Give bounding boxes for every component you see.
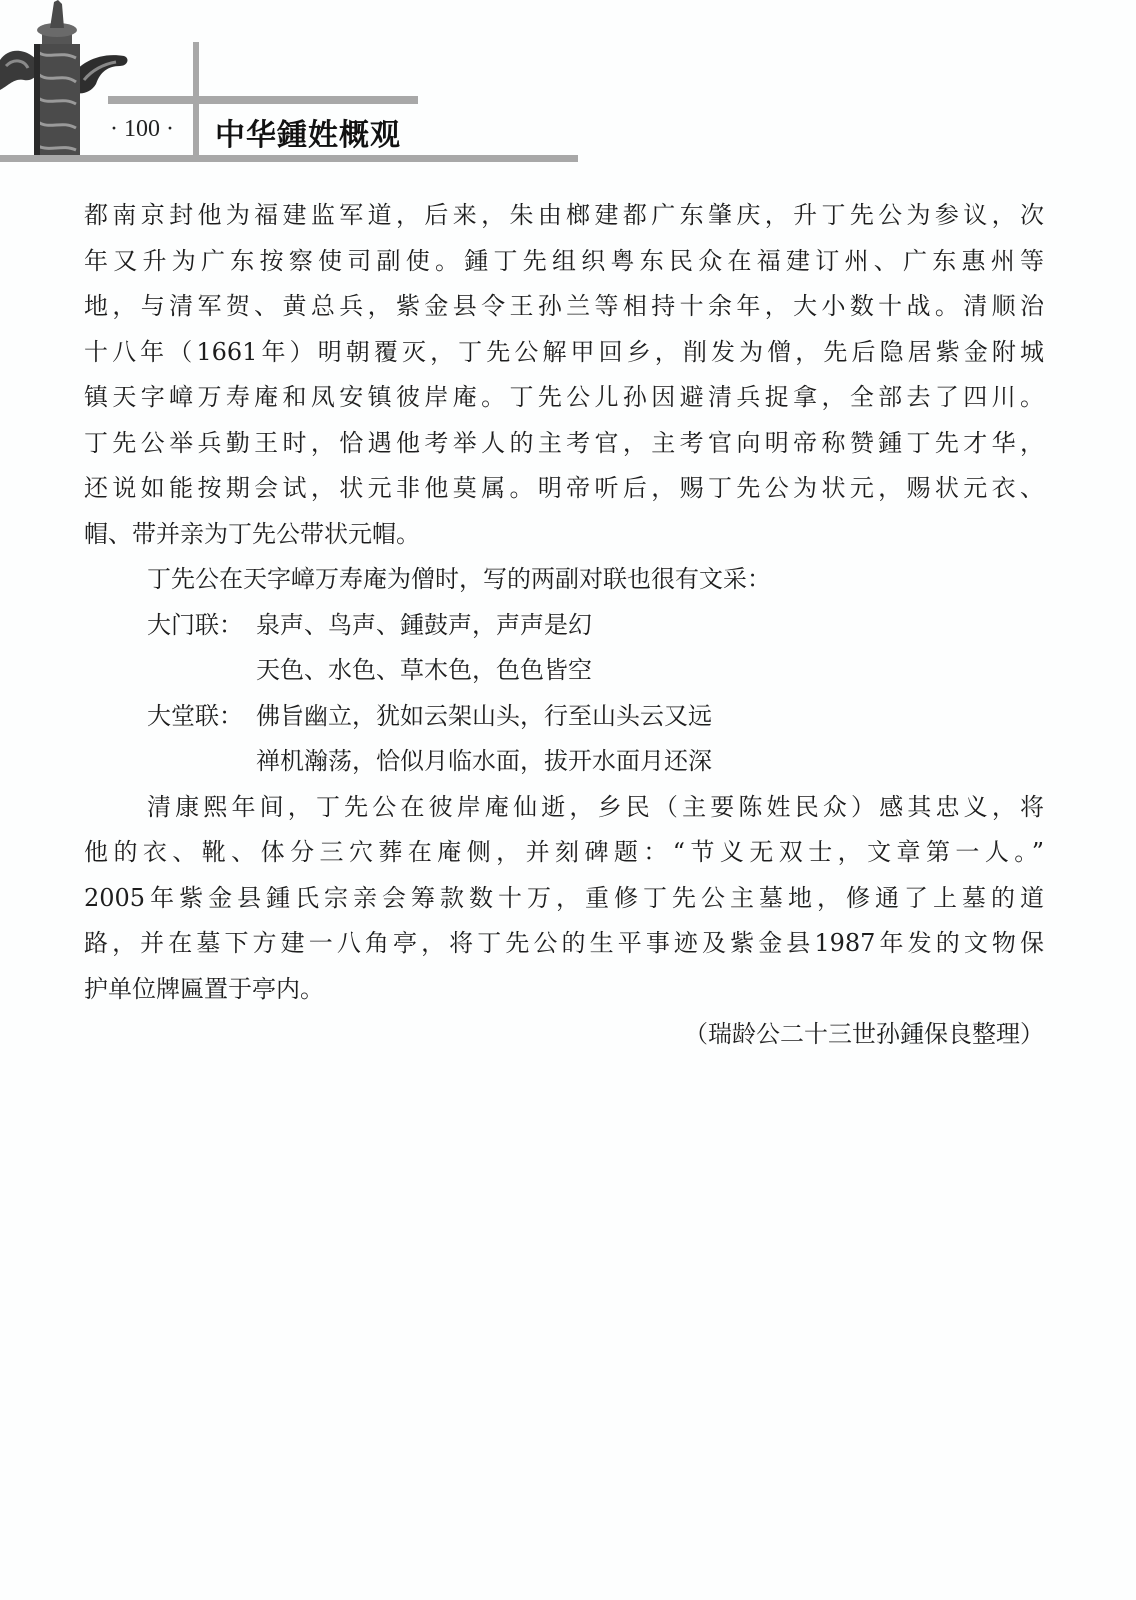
text-line: 清康熙年间，丁先公在彼岸庵仙逝，乡民（主要陈姓民众）感其忠义，将 [147, 792, 1044, 821]
text-line: 他的衣、靴、体分三穴葬在庵侧，并刻碑题：“节义无双士，文章第一人。” [84, 838, 1044, 866]
couplet-label: 大堂联： [147, 701, 243, 730]
author-signature: （瑞龄公二十三世孙鍾保良整理） [684, 1020, 1044, 1048]
couplet-hall [84, 694, 1044, 740]
header-rule-top [108, 96, 418, 104]
text-line: 帽、带并亲为丁先公带状元帽。 [84, 519, 420, 548]
couplet-line: 佛旨幽立，犹如云架山头，行至山头云又远 [256, 701, 712, 730]
text-line: 都南京封他为福建监军道，后来，朱由榔建都广东肇庆，升丁先公为参议，次 [84, 201, 1044, 229]
body-text [84, 193, 1044, 1058]
page-number: · 100 · [110, 116, 174, 142]
header-rule-bottom [0, 155, 578, 162]
couplet-door-second [84, 648, 1044, 694]
text-line: 还说如能按期会试，状元非他莫属。明帝听后，赐丁先公为状元，赐状元衣、 [84, 474, 1044, 502]
header-rule-vertical [193, 42, 199, 156]
text-line: 年又升为广东按察使司副使。鍾丁先组织粤东民众在福建订州、广东惠州等 [84, 246, 1044, 275]
couplet-line: 天色、水色、草木色，色色皆空 [256, 656, 592, 684]
text-line: 镇天字嶂万寿庵和凤安镇彼岸庵。丁先公儿孙因避清兵捉拿，全部去了四川。 [84, 383, 1044, 411]
text-line: 路，并在墓下方建一八角亭，将丁先公的生平事迹及紫金县1987年发的文物保 [84, 929, 1044, 957]
text-line: 十八年（1661年）明朝覆灭，丁先公解甲回乡，削发为僧，先后隐居紫金附城 [84, 337, 1044, 366]
paragraph-intro-couplets: 丁先公在天字嶂万寿庵为僧时，写的两副对联也很有文采： [147, 565, 771, 593]
couplet-hall-second [84, 739, 1044, 785]
text-line: 地，与清军贺、黄总兵，紫金县令王孙兰等相持十余年，大小数十战。清顺治 [84, 292, 1044, 320]
text-line: 丁先公举兵勤王时，恰遇他考举人的主考官，主考官向明帝称赞鍾丁先才华， [84, 428, 1044, 457]
couplet-line: 禅机瀚荡，恰似月临水面，拔开水面月还深 [256, 747, 712, 775]
text-line: 2005年紫金县鍾氏宗亲会筹款数十万，重修丁先公主墓地，修通了上墓的道 [84, 883, 1044, 912]
couplet-line: 泉声、鸟声、鍾鼓声，声声是幻 [256, 610, 592, 639]
couplet-door [84, 603, 1044, 649]
text-line: 护单位牌匾置于亭内。 [84, 974, 324, 1003]
page-header [0, 0, 1136, 170]
couplet-label: 大门联： [147, 610, 243, 639]
book-title: 中华鍾姓概观 [215, 118, 401, 153]
